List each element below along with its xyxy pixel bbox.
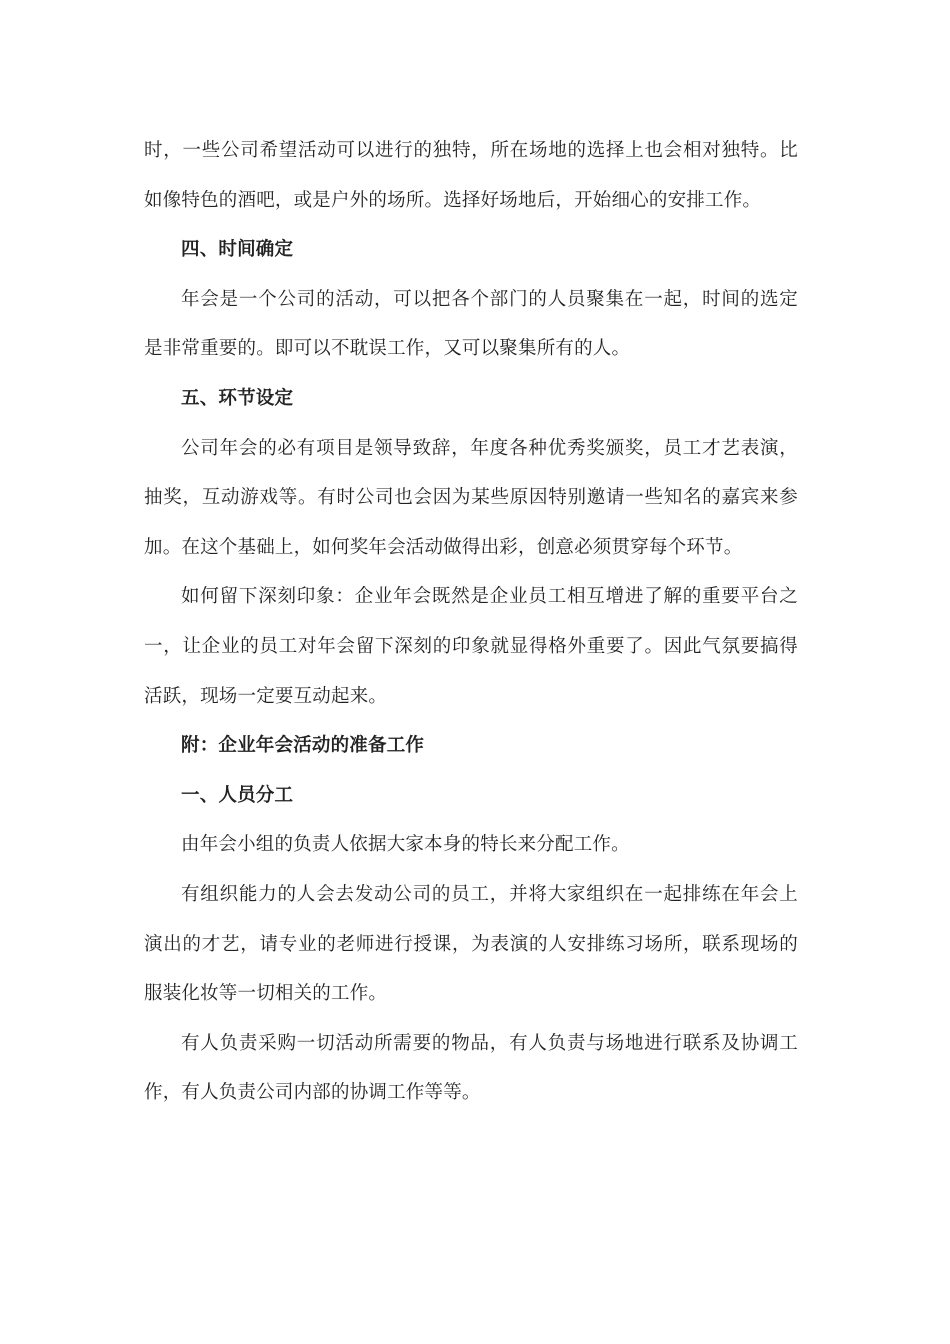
paragraph-line: 如何留下深刻印象：企业年会既然是企业员工相互增进了解的重要平台之 xyxy=(181,586,798,608)
paragraph-line: 作，有人负责公司内部的协调工作等等。 xyxy=(144,1082,481,1104)
paragraph-line: 公司年会的必有项目是领导致辞，年度各种优秀奖颁奖，员工才艺表演， xyxy=(181,437,798,459)
paragraph-line: 服装化妆等一切相关的工作。 xyxy=(144,983,388,1005)
paragraph-line: 有组织能力的人会去发动公司的员工，并将大家组织在一起排练在年会上 xyxy=(181,883,798,905)
paragraph-line: 如像特色的酒吧，或是户外的场所。选择好场地后，开始细心的安排工作。 xyxy=(144,189,762,211)
paragraph-line: 一，让企业的员工对年会留下深刻的印象就显得格外重要了。因此气氛要搞得 xyxy=(144,635,798,657)
paragraph-line: 抽奖，互动游戏等。有时公司也会因为某些原因特别邀请一些知名的嘉宾来参 xyxy=(144,487,798,509)
document-body xyxy=(144,126,798,1118)
appendix-heading: 附：企业年会活动的准备工作 xyxy=(181,735,425,757)
paragraph-line: 由年会小组的负责人依据大家本身的特长来分配工作。 xyxy=(181,834,630,856)
section-heading-program: 五、环节设定 xyxy=(181,387,294,409)
paragraph-line: 时，一些公司希望活动可以进行的独特，所在场地的选择上也会相对独特。比 xyxy=(144,140,798,161)
section-heading-staffing: 一、人员分工 xyxy=(181,784,294,806)
paragraph-line: 加。在这个基础上，如何奖年会活动做得出彩，创意必须贯穿每个环节。 xyxy=(144,536,743,558)
paragraph-line: 年会是一个公司的活动，可以把各个部门的人员聚集在一起，时间的选定 xyxy=(181,288,798,310)
paragraph-line: 是非常重要的。即可以不耽误工作，又可以聚集所有的人。 xyxy=(144,338,631,360)
section-heading-time: 四、时间确定 xyxy=(181,239,294,261)
paragraph-line: 演出的才艺，请专业的老师进行授课，为表演的人安排练习场所，联系现场的 xyxy=(144,933,798,955)
paragraph-line: 活跃，现场一定要互动起来。 xyxy=(144,685,388,707)
paragraph-line: 有人负责采购一切活动所需要的物品，有人负责与场地进行联系及协调工 xyxy=(181,1032,798,1054)
